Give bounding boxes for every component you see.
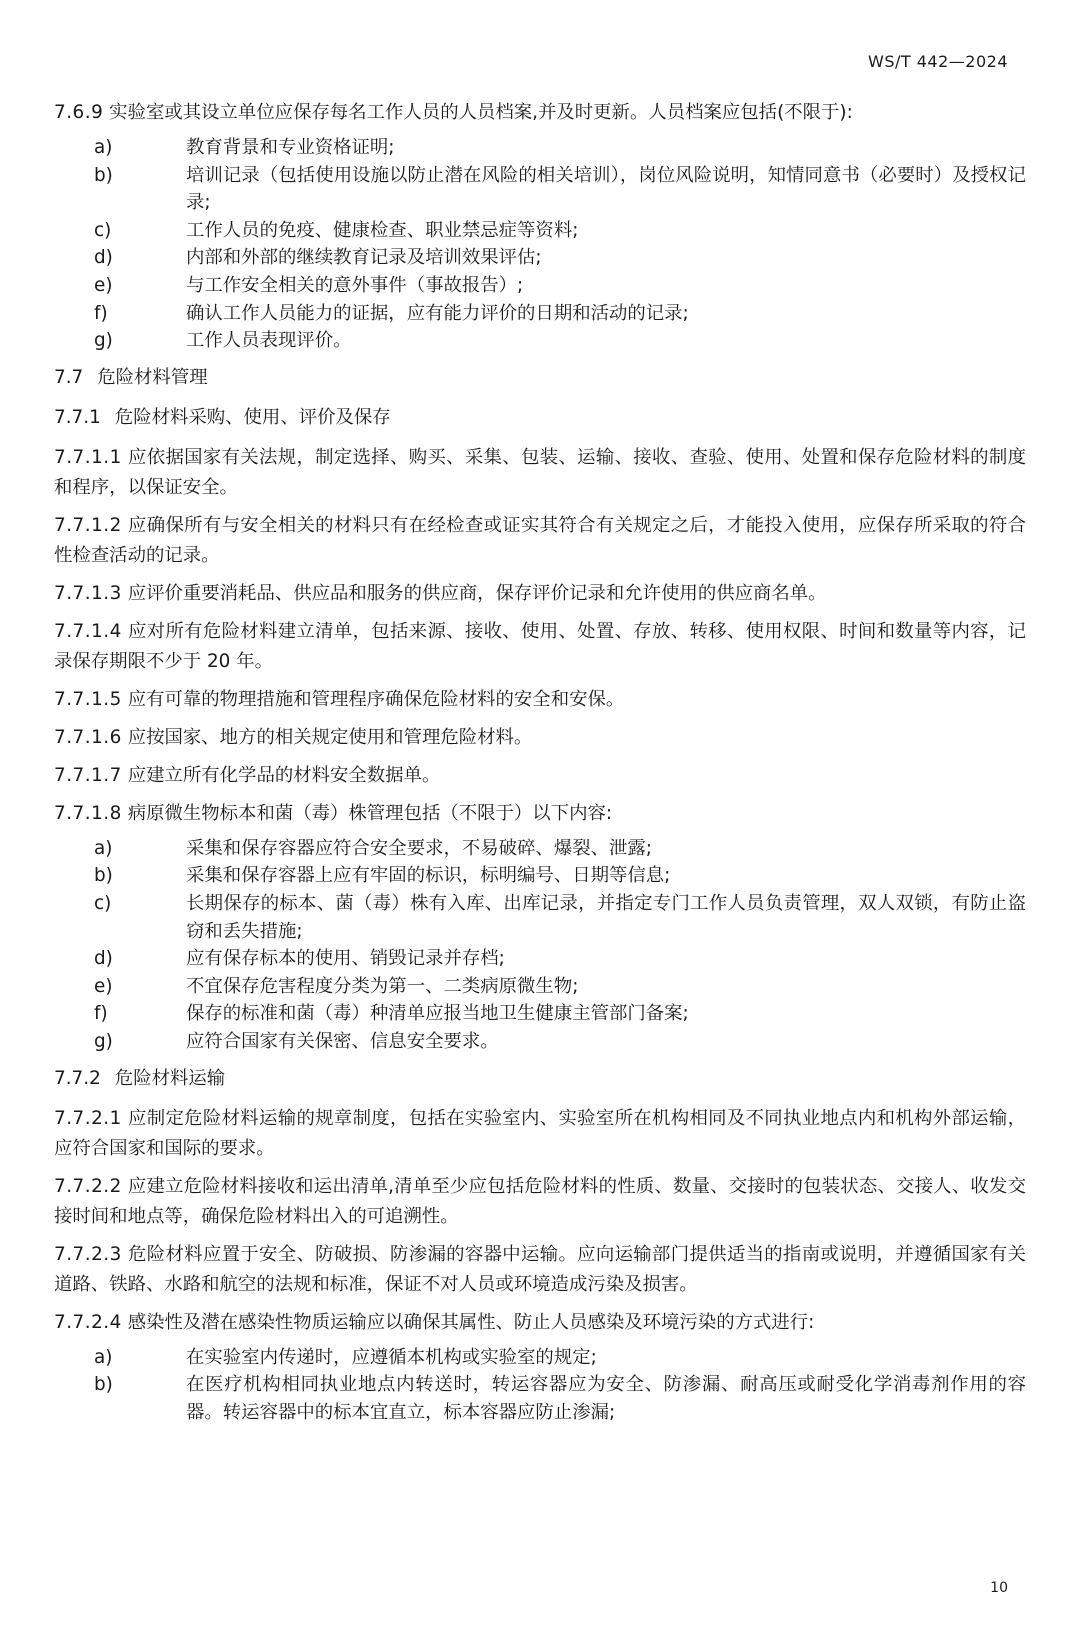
list-item-text: 在实验室内传递时，应遵循本机构或实验室的规定; [186, 1346, 597, 1368]
section-title: 危险材料采购、使用、评价及保存 [114, 406, 391, 428]
clause-number: 7.7.2.3 [54, 1243, 122, 1265]
clause-text: 危险材料应置于安全、防破损、防渗漏的容器中运输。应向运输部门提供适当的指南或说明，并遵循国家有关道路、铁路、水路和航空的法规和标准，保证不对人员或环境造成污染及损害。 [54, 1243, 1026, 1295]
section-heading [54, 403, 1026, 433]
list-item-label: a) [94, 137, 113, 158]
list-item-label: e) [94, 975, 113, 997]
clause-paragraph [54, 1104, 1026, 1164]
list-item-label: a) [94, 837, 113, 859]
list-item [54, 134, 1026, 162]
clause-text: 应制定危险材料运输的规章制度，包括在实验室内、实验室所在机构相同及不同执业地点内和机构外部运输，应符合国家和国际的要求。 [54, 1107, 1026, 1159]
list-item-label: e) [94, 274, 113, 296]
clause-paragraph [54, 617, 1026, 677]
list-item-label: c) [94, 892, 112, 914]
list-item-text: 工作人员的免疫、健康检查、职业禁忌症等资料; [186, 219, 579, 241]
clause-text: 应评价重要消耗品、供应品和服务的供应商，保存评价记录和允许使用的供应商名单。 [127, 582, 827, 604]
clause-paragraph [54, 723, 1026, 753]
section-number: 7.7.1 [54, 406, 101, 428]
list-item-label: d) [94, 247, 113, 269]
section-number: 7.7 [54, 366, 84, 388]
list-item [54, 1028, 1026, 1056]
list-item [54, 1371, 1026, 1426]
clause-text: 应建立所有化学品的材料安全数据单。 [127, 764, 441, 786]
clause-number: 7.7.1.3 [54, 582, 122, 604]
list-item-text: 采集和保存容器应符合安全要求，不易破碎、爆裂、泄露; [186, 837, 652, 859]
list-item [54, 300, 1026, 328]
section-title: 危险材料运输 [114, 1067, 226, 1089]
list-item-label: b) [94, 1374, 113, 1396]
clause-text: 病原微生物标本和菌（毒）株管理包括（不限于）以下内容: [127, 802, 613, 824]
clause-number: 7.7.2.1 [54, 1107, 122, 1129]
list-item-label: f) [94, 302, 108, 324]
list-item-label: f) [94, 1003, 108, 1025]
list-item-text: 采集和保存容器上应有牢固的标识，标明编号、日期等信息; [186, 865, 671, 887]
clause-number: 7.7.2.2 [54, 1175, 122, 1197]
clause-number: 7.7.1.5 [54, 688, 122, 710]
clause-paragraph [54, 443, 1026, 503]
clause-number: 7.7.1.7 [54, 764, 122, 786]
list-item-label: b) [94, 164, 113, 186]
list-item [54, 835, 1026, 863]
list-item [54, 1000, 1026, 1028]
enumerated-list [54, 134, 1026, 355]
list-item [54, 890, 1026, 945]
clause-text: 应有可靠的物理措施和管理程序确保危险材料的安全和安保。 [127, 688, 625, 710]
enumerated-list [54, 835, 1026, 1056]
page-number: 10 [990, 1580, 1008, 1596]
list-item-text: 培训记录（包括使用设施以防止潜在风险的相关培训），岗位风险说明，知情同意书（必要时）及授权记录; [186, 164, 1026, 214]
section-number: 7.7.2 [54, 1067, 101, 1089]
enumerated-list [54, 1344, 1026, 1427]
clause-paragraph [54, 98, 1026, 128]
list-item-label: c) [94, 219, 112, 241]
list-item-text: 应有保存标本的使用、销毁记录并存档; [186, 948, 505, 970]
clause-paragraph [54, 579, 1026, 609]
list-item [54, 1344, 1026, 1372]
section-heading [54, 363, 1026, 393]
list-item-text: 长期保存的标本、菌（毒）株有入库、出库记录，并指定专门工作人员负责管理，双人双锁，有防止盗窃和丢失措施; [186, 892, 1026, 942]
list-item [54, 272, 1026, 300]
list-item-text: 与工作安全相关的意外事件（事故报告）; [186, 274, 524, 296]
clause-text: 应确保所有与安全相关的材料只有在经检查或证实其符合有关规定之后，才能投入使用，应保存所采取的符合性检查活动的记录。 [54, 514, 1026, 566]
list-item-label: g) [94, 330, 113, 352]
clause-paragraph [54, 761, 1026, 791]
clause-text: 应建立危险材料接收和运出清单,清单至少应包括危险材料的性质、数量、交接时的包装状态、交接人、收发交接时间和地点等，确保危险材料出入的可追溯性。 [54, 1175, 1026, 1227]
list-item-label: g) [94, 1030, 113, 1052]
list-item [54, 217, 1026, 245]
list-item [54, 162, 1026, 217]
clause-paragraph [54, 511, 1026, 571]
clause-text: 应对所有危险材料建立清单，包括来源、接收、使用、处置、存放、转移、使用权限、时间和数量等内容，记录保存期限不少于 20 年。 [54, 620, 1026, 672]
standard-code: WS/T 442—2024 [868, 52, 1008, 71]
list-item-text: 应符合国家有关保密、信息安全要求。 [186, 1030, 499, 1052]
clause-text: 应依据国家有关法规，制定选择、购买、采集、包装、运输、接收、查验、使用、处置和保存危险材料的制度和程序，以保证安全。 [54, 446, 1026, 498]
clause-text: 实验室或其设立单位应保存每名工作人员的人员档案,并及时更新。人员档案应包括(不限于): [109, 102, 853, 123]
list-item [54, 244, 1026, 272]
clause-paragraph [54, 1308, 1026, 1338]
list-item-label: d) [94, 948, 113, 970]
list-item-label: b) [94, 865, 113, 887]
clause-number: 7.7.1.6 [54, 726, 122, 748]
list-item-text: 在医疗机构相同执业地点内转送时，转运容器应为安全、防渗漏、耐高压或耐受化学消毒剂作用的容器。转运容器中的标本宜直立，标本容器应防止渗漏; [186, 1374, 1026, 1423]
clause-text: 感染性及潜在感染性物质运输应以确保其属性、防止人员感染及环境污染的方式进行: [127, 1311, 815, 1333]
clause-number: 7.7.1.4 [54, 620, 122, 642]
list-item-text: 不宜保存危害程度分类为第一、二类病原微生物; [186, 975, 579, 997]
clause-number: 7.7.1.2 [54, 514, 122, 536]
section-title: 危险材料管理 [97, 366, 208, 388]
list-item-text: 工作人员表现评价。 [186, 330, 352, 352]
list-item [54, 327, 1026, 355]
list-item-text: 确认工作人员能力的证据，应有能力评价的日期和活动的记录; [186, 302, 689, 324]
list-item [54, 973, 1026, 1001]
clause-number: 7.7.1.1 [54, 446, 122, 468]
list-item-text: 内部和外部的继续教育记录及培训效果评估; [186, 247, 542, 269]
clause-text: 应按国家、地方的相关规定使用和管理危险材料。 [127, 726, 533, 748]
section-heading [54, 1064, 1026, 1094]
clause-paragraph [54, 685, 1026, 715]
clause-paragraph [54, 1172, 1026, 1232]
document-body [54, 98, 1026, 1434]
list-item [54, 945, 1026, 973]
clause-number: 7.6.9 [54, 102, 104, 123]
list-item-text: 教育背景和专业资格证明; [186, 137, 395, 158]
clause-paragraph [54, 1240, 1026, 1300]
list-item-label: a) [94, 1346, 113, 1368]
list-item-text: 保存的标准和菌（毒）种清单应报当地卫生健康主管部门备案; [186, 1003, 689, 1025]
clause-number: 7.7.1.8 [54, 802, 122, 824]
clause-number: 7.7.2.4 [54, 1311, 122, 1333]
list-item [54, 862, 1026, 890]
clause-paragraph [54, 799, 1026, 829]
